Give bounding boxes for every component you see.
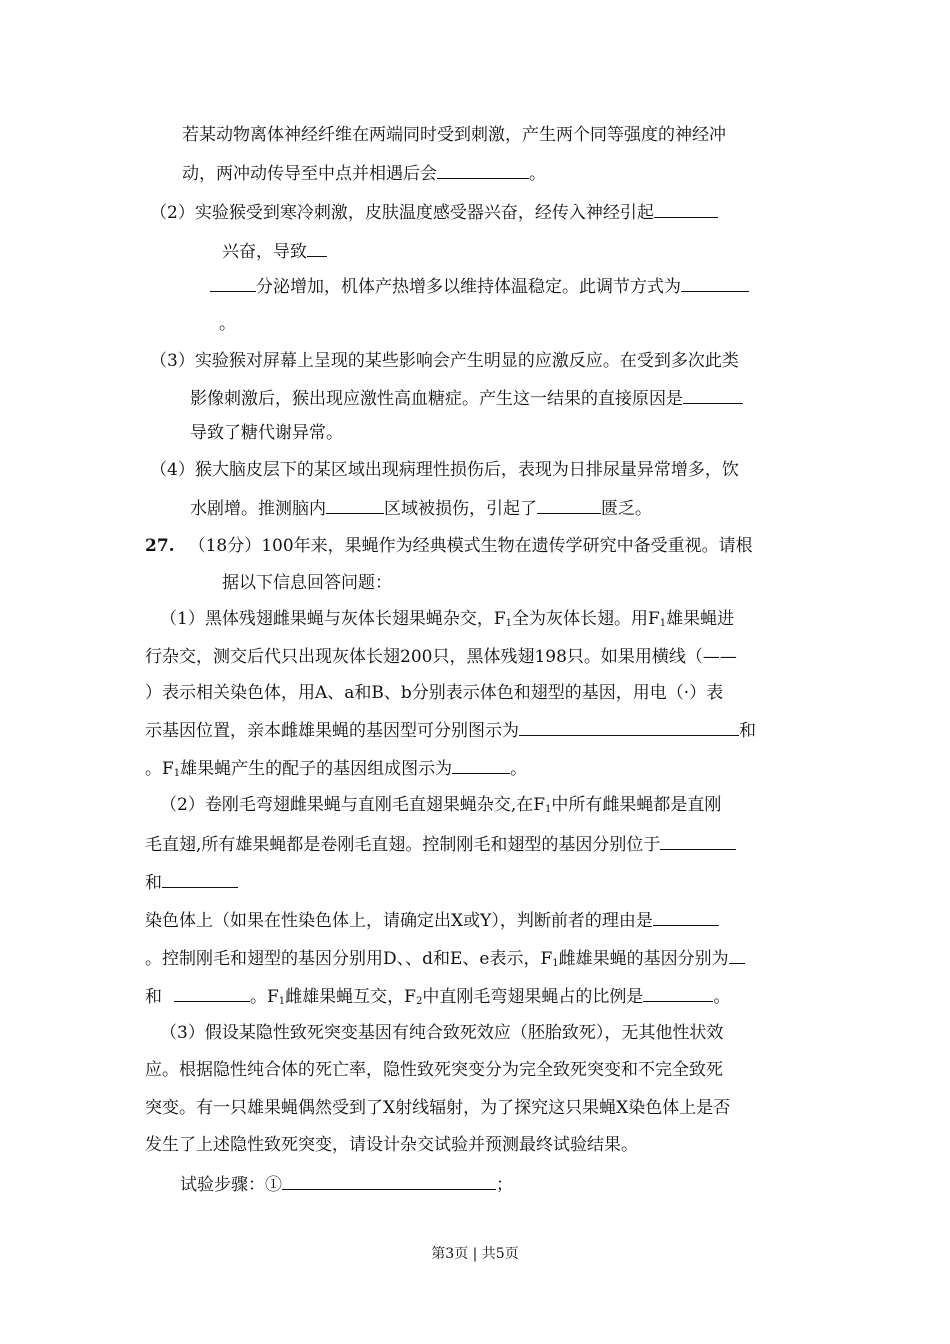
answer-blank[interactable] [683,385,743,404]
q27-p1-line-2: 行杂交，测交后代只出现灰体长翅200只，黑体残翅198只。如果用横线（—— [145,647,737,667]
q27-p2-line-3: 和 [145,869,238,895]
question-number: 27. [145,536,175,556]
answer-blank[interactable] [519,717,739,736]
q27-p3-steps: 试验步骤：① ； [180,1171,513,1197]
page-footer: 第3页 | 共5页 [431,1246,519,1262]
answer-blank[interactable] [643,983,713,1002]
q2-line-4: 。 [219,314,236,334]
q27-p2-line-2: 毛直翅,所有雄果蝇都是卷刚毛直翅。控制刚毛和翅型的基因分别位于 [145,831,736,857]
q27-p1-line-5: 。$F_1$雄果蝇产生的配子的基因组成图示为 。 [145,755,527,786]
q2-line-2: 兴奋，导致 [222,238,327,264]
q27-line-1: 27. （18分）100年来，果蝇作为经典模式生物在遗传学研究中备受重视。请根 [145,536,753,556]
q27-p2-line-5: 。控制刚毛和翅型的基因分别用D、、d和E、e表示，$F_1$雌雄果蝇的基因分别为 [145,945,745,976]
q27-p1-line-3: ）表示相关染色体，用A、a和B、b分别表示体色和翅型的基因，用电（·）表 [145,683,724,703]
q27-p1-line-4: 示基因位置，亲本雌雄果蝇的基因型可分别图示为 和 [145,717,756,743]
answer-blank[interactable] [437,160,529,179]
q27-p3-line-1: （3）假设某隐性致死突变基因有纯合致死效应（胚胎致死），无其他性状效 [160,1023,724,1043]
q2-line-3: 分泌增加，机体产热增多以维持体温稳定。此调节方式为 [210,273,749,299]
q27-p2-line-1: （2）卷刚毛弯翅雌果蝇与直刚毛直翅果蝇杂交,在$F_1$中所有雌果蝇都是直刚 [160,795,722,815]
intro-line-2: 动，两冲动传导至中点并相遇后会 。 [182,160,546,186]
q3-line-1: （3）实验猴对屏幕上呈现的某些影响会产生明显的应激反应。在受到多次此类 [150,351,739,371]
answer-blank[interactable] [654,199,718,218]
q27-p2-line-6: 和 。$F_1$雌雄果蝇互交，$F_2$中直刚毛弯翅果蝇占的比例是 。 [145,983,730,1014]
q27-p1-line-1: （1）黑体残翅雌果蝇与灰体长翅果蝇杂交，$F_1$全为灰体长翅。用$F_1$雄果蝇进 [160,609,735,629]
q3-line-3: 导致了糖代谢异常。 [190,423,343,443]
answer-blank[interactable] [326,495,384,514]
answer-blank[interactable] [210,273,256,292]
answer-blank[interactable] [174,983,250,1002]
q27-line-2: 据以下信息回答问题： [222,573,392,593]
q27-p3-line-4: 发生了上述隐性致死突变，请设计杂交试验并预测最终试验结果。 [145,1135,638,1155]
answer-blank[interactable] [282,1171,496,1190]
q4-line-1: （4）猴大脑皮层下的某区域出现病理性损伤后，表现为日排尿量异常增多，饮 [150,460,739,480]
q3-line-2: 影像刺激后，猴出现应激性高血糖症。产生这一结果的直接原因是 [190,385,743,411]
answer-blank[interactable] [537,495,601,514]
q27-p3-line-2: 应。根据隐性纯合体的死亡率，隐性致死突变分为完全致死突变和不完全致死 [145,1060,723,1080]
q27-p3-line-3: 突变。有一只雄果蝇偶然受到了X射线辐射，为了探究这只果蝇X染色体上是否 [145,1098,731,1118]
answer-blank[interactable] [729,945,745,964]
answer-blank[interactable] [452,755,510,774]
intro-line-1: 若某动物离体神经纤维在两端同时受到刺激，产生两个同等强度的神经冲 [182,125,726,145]
answer-blank[interactable] [307,238,327,257]
q2-line-1: （2）实验猴受到寒冷刺激，皮肤温度感受器兴奋，经传入神经引起 [150,199,718,225]
answer-blank[interactable] [162,869,238,888]
answer-blank[interactable] [660,831,736,850]
q27-p2-line-4: 染色体上（如果在性染色体上，请确定出X或Y），判断前者的理由是 [145,907,719,933]
q4-line-2: 水剧增。推测脑内 区域被损伤，引起了 匮乏。 [190,495,652,521]
answer-blank[interactable] [681,273,749,292]
answer-blank[interactable] [653,907,719,926]
